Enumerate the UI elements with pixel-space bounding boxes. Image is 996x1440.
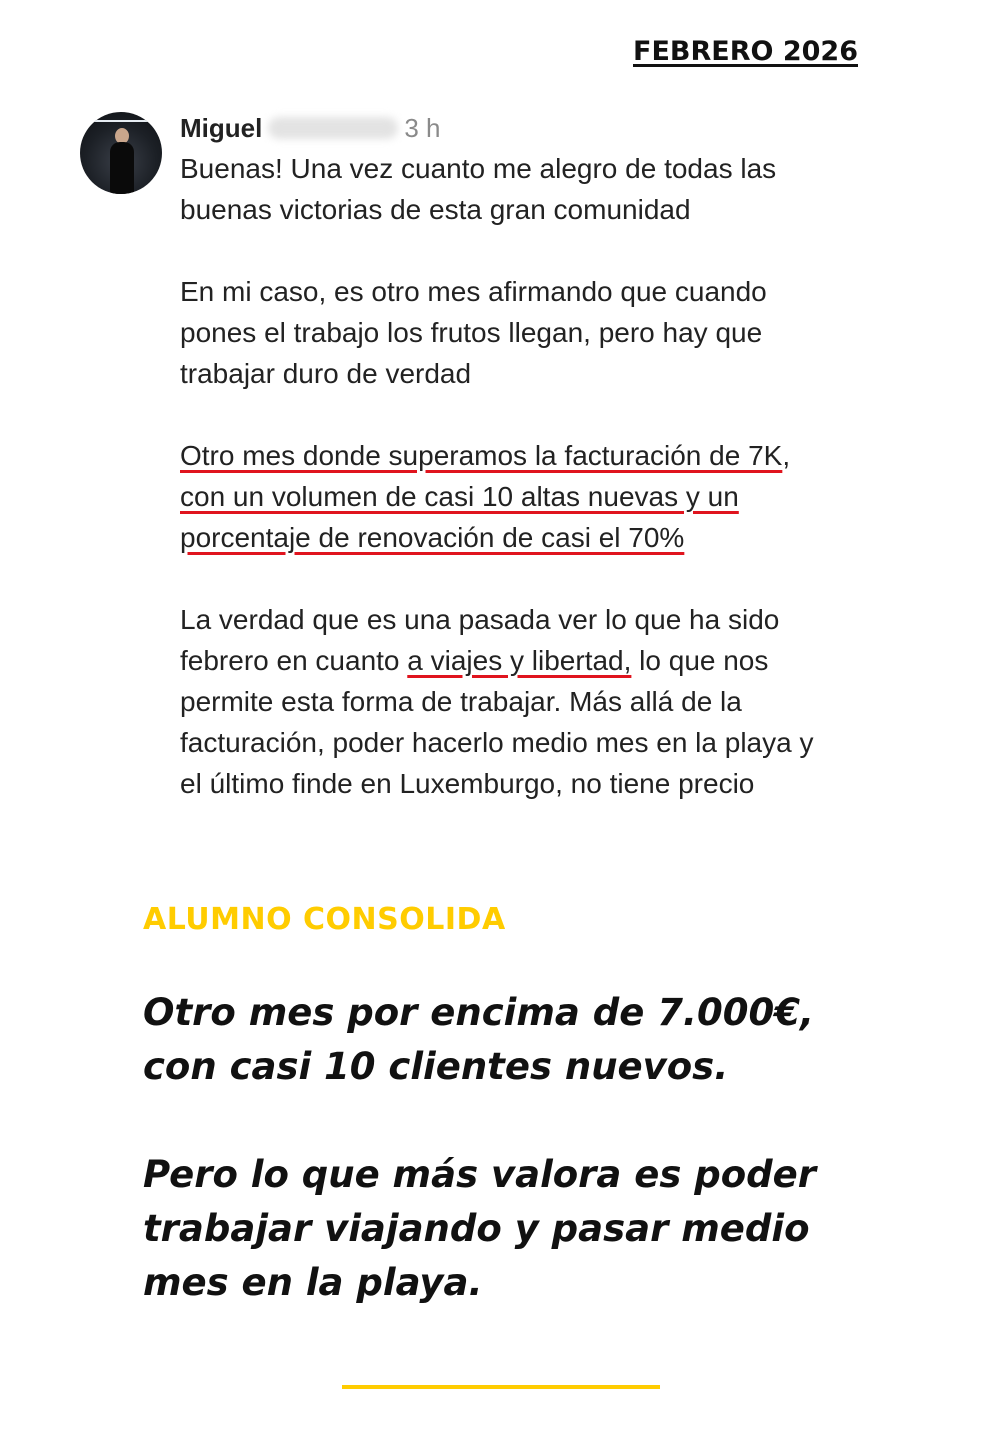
text-line: Buenas! Una vez cuanto me alegro de todas las — [180, 153, 777, 184]
paragraph-4 — [180, 599, 940, 804]
avatar — [80, 112, 162, 194]
underlined-text: Otro mes donde superamos la facturación de 7K — [180, 440, 783, 471]
quote-paragraph — [143, 1148, 816, 1310]
section-label: ALUMNO CONSOLIDA — [143, 902, 506, 937]
text-line — [180, 517, 940, 558]
text-segment: lo que nos — [631, 645, 769, 676]
comment-post — [180, 108, 940, 845]
text-line: pones el trabajo los frutos llegan, pero hay que — [180, 317, 763, 348]
text-line: La verdad que es una pasada ver lo que ha sido — [180, 604, 780, 635]
quote-paragraph — [143, 986, 816, 1094]
text-line — [180, 476, 940, 517]
paragraph-2 — [180, 271, 940, 394]
quote-line: Otro mes por encima de 7.000€, — [143, 991, 815, 1034]
quote-line: Pero lo que más valora es poder — [143, 1153, 816, 1196]
text-line — [180, 435, 940, 476]
timestamp: 3 h — [404, 113, 441, 143]
comment-meta — [180, 108, 940, 148]
text-line — [180, 640, 940, 681]
quote-line: con casi 10 clientes nuevos. — [143, 1045, 729, 1088]
date-heading: FEBRERO 2026 — [633, 36, 858, 67]
divider-line — [342, 1385, 660, 1389]
avatar-figure — [110, 142, 134, 194]
underlined-text: porcentaje de renovación de casi el 70% — [180, 522, 685, 553]
text-segment: febrero en cuanto — [180, 645, 408, 676]
underlined-text: con un volumen de casi 10 altas nuevas y un — [180, 481, 739, 512]
text-line: permite esta forma de trabajar. Más allá de la — [180, 686, 742, 717]
underlined-text: a viajes y libertad, — [407, 645, 632, 676]
paragraph-1 — [180, 148, 940, 230]
paragraph-3-highlighted — [180, 435, 940, 558]
quote-line: trabajar viajando y pasar medio — [143, 1207, 810, 1250]
summary-quote — [143, 986, 816, 1364]
text-line: el último finde en Luxemburgo, no tiene precio — [180, 768, 755, 799]
text-line: facturación, poder hacerlo medio mes en la playa y — [180, 727, 814, 758]
text-line: trabajar duro de verdad — [180, 358, 472, 389]
comma: , — [782, 440, 791, 471]
text-line: buenas victorias de esta gran comunidad — [180, 194, 691, 225]
text-line: En mi caso, es otro mes afirmando que cuando — [180, 276, 767, 307]
quote-line: mes en la playa. — [143, 1261, 483, 1304]
blurred-surname — [268, 117, 398, 139]
author-name[interactable]: Miguel — [180, 113, 263, 143]
ceiling-light — [90, 120, 150, 122]
